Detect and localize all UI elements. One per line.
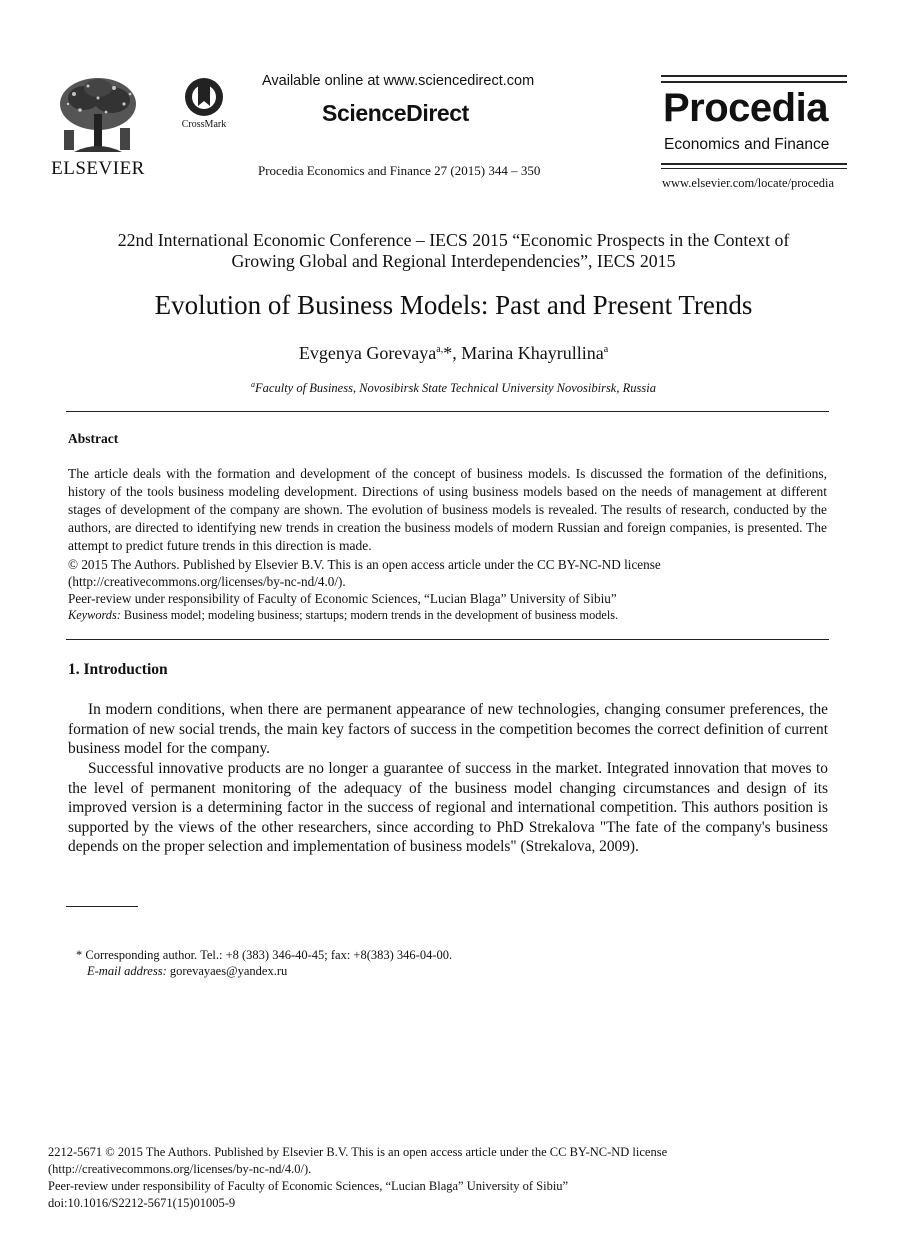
- footer-issn-line: 2212-5671 © 2015 The Authors. Published by Elsevier B.V. This is an open access article under the CC BY-NC-ND license: [48, 1145, 668, 1159]
- keywords-text: Business model; modeling business; startups; modern trends in the development of business models.: [120, 608, 619, 622]
- author-separator: ,: [452, 343, 462, 363]
- crossmark-label: CrossMark: [181, 119, 227, 130]
- divider: [66, 411, 829, 412]
- journal-citation: Procedia Economics and Finance 27 (2015) 344 – 350: [258, 163, 541, 178]
- keywords: [68, 608, 828, 623]
- abstract-body: The article deals with the formation and development of the concept of business models. Is discussed the formation of the definitions, history of the tools business modeling development. Directions of using business models based on the needs of management at different stages of development of the company are shown. The evolution of business models is revealed. The results of research, conducted by the authors, are directed to identifying new trends in creation the business models of modern Russian and foreign companies, is presented. The attempt to predict future trends in this direction is made.: [68, 466, 827, 553]
- conference-line-1: 22nd International Economic Conference – IECS 2015 “Economic Prospects in the Context of: [117, 230, 790, 250]
- author-list: [40, 343, 867, 364]
- elsevier-wordmark: ELSEVIER: [51, 158, 145, 179]
- footer-peer-review: Peer-review under responsibility of Faculty of Economic Sciences, “Lucian Blaga” University of Sibiu”: [48, 1179, 569, 1193]
- author-name: Marina Khayrullina: [461, 343, 604, 363]
- intro-paragraph-1: [68, 700, 828, 759]
- section-heading: 1. Introduction: [68, 661, 168, 678]
- footer-license-link[interactable]: (http://creativecommons.org/licenses/by-nc-nd/4.0/).: [48, 1162, 312, 1176]
- footer-doi[interactable]: doi:10.1016/S2212-5671(15)01005-9: [48, 1196, 236, 1210]
- license-link[interactable]: (http://creativecommons.org/licenses/by-nc-nd/4.0/).: [68, 574, 346, 589]
- elsevier-tree-icon: [54, 74, 142, 156]
- crossmark-icon: [181, 76, 227, 118]
- corresponding-author-note: * Corresponding author. Tel.: +8 (383) 346-40-45; fax: +8(383) 346-04-00.: [76, 948, 453, 962]
- author-affil-sup: a: [603, 344, 609, 355]
- paper-title: Evolution of Business Models: Past and Present Trends: [154, 290, 753, 320]
- corresponding-star: *: [443, 343, 453, 363]
- paragraph-text: In modern conditions, when there are permanent appearance of new technologies, changing consumer preferences, the formation of new social trends, the main key factors of success in the competition becomes the correct definition of current business model for the company.: [68, 701, 828, 758]
- footnote-rule: [66, 906, 138, 907]
- copyright-line: © 2015 The Authors. Published by Elsevier B.V. This is an open access article under the CC BY-NC-ND license: [68, 557, 661, 572]
- procedia-rule: [661, 75, 847, 77]
- affiliation-text: Faculty of Business, Novosibirsk State Technical University Novosibirsk, Russia: [255, 381, 656, 395]
- elsevier-logo: [48, 74, 148, 180]
- email-label: E-mail address:: [87, 964, 167, 978]
- divider: [66, 639, 829, 640]
- affiliation: [40, 381, 867, 396]
- intro-paragraph-2: [68, 759, 828, 857]
- conference-title: [40, 230, 867, 272]
- available-online-text: Available online at www.sciencedirect.com: [262, 73, 535, 89]
- conference-line-2: Growing Global and Regional Interdependencies”, IECS 2015: [231, 251, 676, 271]
- abstract-heading: Abstract: [68, 431, 119, 446]
- crossmark-badge[interactable]: [172, 76, 236, 136]
- procedia-logo-title: Procedia: [663, 86, 828, 130]
- author-affil-sup: a,: [436, 344, 444, 355]
- procedia-logo-subtitle: Economics and Finance: [664, 136, 830, 153]
- affiliation-sup: a: [251, 379, 256, 389]
- email-note: [87, 964, 287, 979]
- procedia-rule: [661, 168, 847, 169]
- peer-review-line: Peer-review under responsibility of Faculty of Economic Sciences, “Lucian Blaga” University of Sibiu”: [68, 591, 617, 606]
- sciencedirect-wordmark: ScienceDirect: [322, 100, 469, 126]
- journal-url[interactable]: www.elsevier.com/locate/procedia: [662, 176, 835, 190]
- email-address[interactable]: gorevayaes@yandex.ru: [166, 964, 288, 978]
- author-name: Evgenya Gorevaya: [298, 343, 437, 363]
- procedia-rule: [661, 81, 847, 83]
- procedia-rule: [661, 163, 847, 165]
- paragraph-text: Successful innovative products are no longer a guarantee of success in the market. Integrated innovation that moves to the level of permanent monitoring of the adequacy of the business model changing circumstances and design of its improved version is a determining factor in the success of regional and international competition. This authors position is supported by the views of the other researchers, since according to PhD Strekalova "The fate of the company's business depends on the proper selection and implementation of business models" (Strekalova, 2009).: [68, 760, 828, 856]
- keywords-label: Keywords:: [68, 608, 121, 622]
